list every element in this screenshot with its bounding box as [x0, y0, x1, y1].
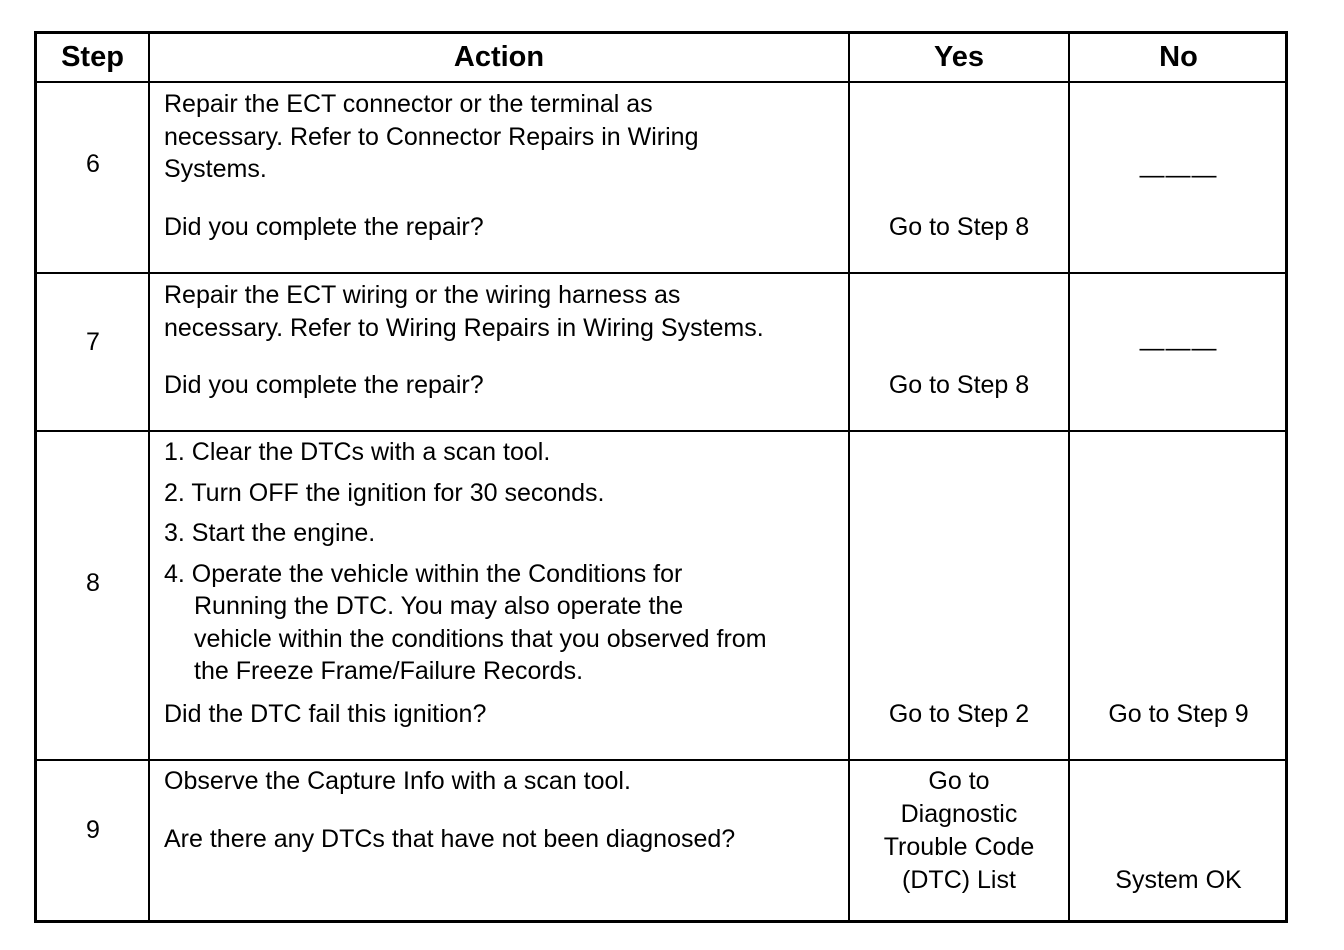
diagnostic-table — [34, 31, 1288, 923]
table-row-step-6 — [37, 83, 1285, 272]
header-yes: Yes — [934, 41, 984, 73]
no-outcome: Go to Step 9 — [1108, 700, 1249, 728]
list-line: the Freeze Frame/Failure Records. — [194, 657, 584, 685]
action-text: Observe the Capture Info with a scan tool. — [164, 767, 631, 795]
action-question: Did you complete the repair? — [164, 213, 484, 241]
yes-line: Diagnostic — [900, 800, 1018, 828]
action-line: necessary. Refer to Wiring Repairs in Wiring Systems. — [164, 313, 764, 342]
yes-line: Go to — [928, 767, 990, 795]
action-question: Are there any DTCs that have not been diagnosed? — [164, 825, 736, 853]
list-item: 1. Clear the DTCs with a scan tool. — [164, 438, 551, 466]
header-action: Action — [453, 41, 545, 73]
action-line: Repair the ECT wiring or the wiring harness as — [164, 281, 681, 309]
yes-line: Trouble Code — [883, 833, 1035, 861]
yes-outcome — [850, 765, 1068, 897]
action-list — [164, 436, 854, 688]
yes-line: (DTC) List — [902, 866, 1016, 894]
step-number: 9 — [86, 816, 100, 844]
action-question: Did the DTC fail this ignition? — [164, 700, 487, 728]
yes-outcome: Go to Step 8 — [888, 371, 1030, 399]
table-row-step-8 — [37, 432, 1285, 759]
no-outcome: ——— — [1139, 161, 1218, 189]
action-text — [164, 279, 854, 344]
action-text — [164, 88, 854, 186]
header-step: Step — [61, 41, 124, 73]
list-line: Running the DTC. You may also operate the — [194, 592, 684, 620]
list-item: 3. Start the engine. — [164, 519, 376, 547]
step-number: 6 — [86, 150, 100, 178]
list-item: 2. Turn OFF the ignition for 30 seconds. — [164, 478, 605, 507]
no-outcome: System OK — [1115, 866, 1242, 894]
action-line: necessary. Refer to Connector Repairs in Wiring — [164, 122, 699, 151]
action-line: Systems. — [164, 155, 267, 183]
table-row-step-9 — [37, 761, 1285, 920]
list-line: vehicle within the conditions that you observed from — [194, 624, 767, 653]
no-outcome: ——— — [1139, 334, 1218, 362]
list-line: 4. Operate the vehicle within the Conditions for — [164, 559, 683, 588]
list-item — [164, 558, 854, 688]
step-number: 8 — [86, 569, 100, 597]
action-line: Repair the ECT connector or the terminal as — [164, 90, 653, 118]
table-row-step-7 — [37, 274, 1285, 430]
action-question: Did you complete the repair? — [164, 371, 484, 399]
header-no: No — [1159, 41, 1198, 73]
table-header-row — [37, 34, 1285, 81]
yes-outcome: Go to Step 8 — [888, 213, 1030, 241]
yes-outcome: Go to Step 2 — [888, 700, 1030, 728]
step-number: 7 — [86, 328, 100, 356]
